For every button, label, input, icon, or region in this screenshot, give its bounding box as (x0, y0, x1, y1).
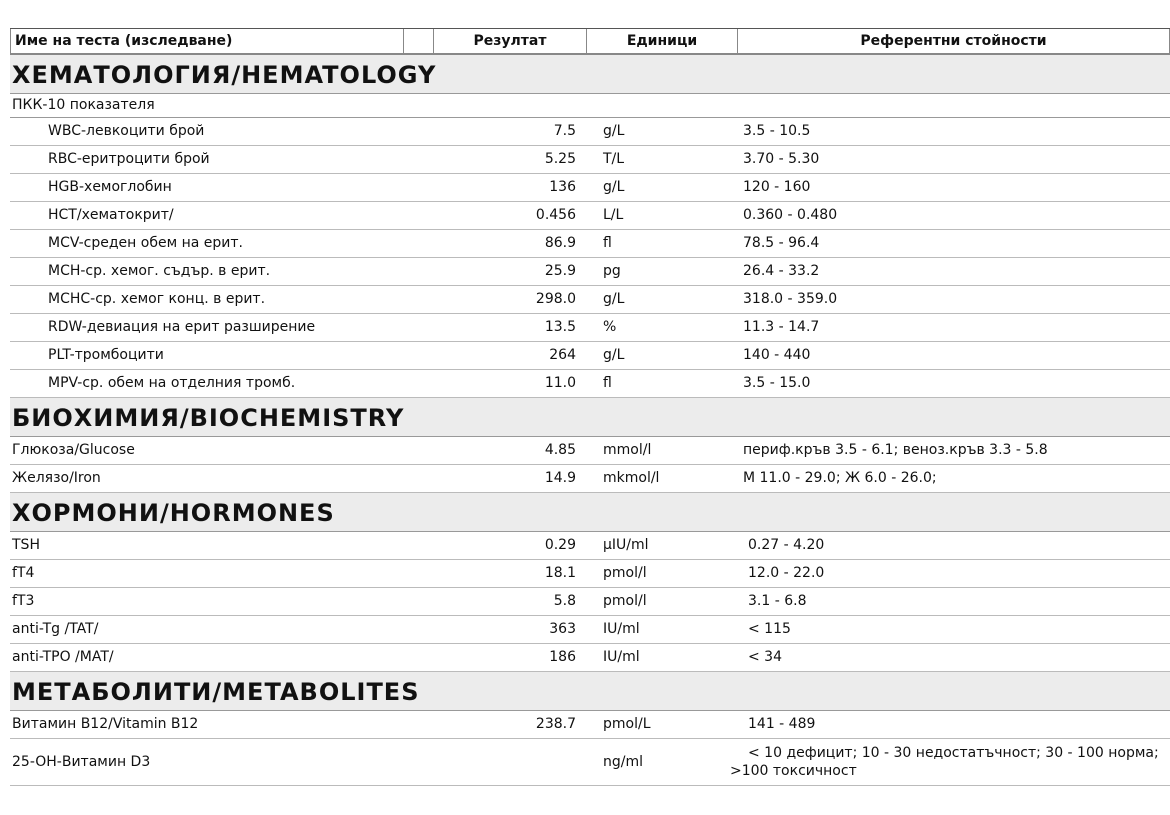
test-name: MCHC-ср. хемог конц. в ерит. (48, 291, 266, 307)
test-name: 25-OH-Витамин D3 (12, 754, 151, 770)
test-result: 5.25 (544, 151, 576, 167)
table-row (10, 230, 1170, 258)
table-row (10, 314, 1170, 342)
table-row (10, 616, 1170, 644)
test-name: MPV-ср. обем на отделния тромб. (48, 375, 296, 391)
test-reference: < 115 (748, 621, 791, 637)
test-unit: mmol/l (603, 442, 652, 458)
header-units: Единици (587, 29, 738, 53)
test-result: 238.7 (535, 716, 576, 732)
test-reference: < 10 дефицит; 10 - 30 недостатъчност; 30 - 100 норма; >100 токсичност (730, 745, 1159, 779)
test-result: 264 (549, 347, 576, 363)
test-unit: T/L (603, 151, 625, 167)
test-unit: µIU/ml (603, 537, 649, 553)
group-label-cbc: ПКК-10 показателя (10, 94, 1170, 118)
test-unit: fl (603, 375, 612, 391)
table-row (10, 465, 1170, 493)
test-unit: pmol/L (603, 716, 651, 732)
test-reference: 12.0 - 22.0 (748, 565, 825, 581)
table-row (10, 146, 1170, 174)
header-test-name: Име на теста (изследване) (10, 29, 404, 53)
test-reference: периф.кръв 3.5 - 6.1; веноз.кръв 3.3 - 5.8 (743, 442, 1048, 458)
test-unit: IU/ml (603, 621, 640, 637)
table-row (10, 739, 1170, 786)
test-reference: 3.70 - 5.30 (743, 151, 820, 167)
test-name: TSH (12, 537, 40, 553)
test-result: 0.29 (544, 537, 576, 553)
test-unit: pmol/l (603, 565, 647, 581)
table-row (10, 560, 1170, 588)
table-row (10, 370, 1170, 398)
test-unit: g/L (603, 347, 625, 363)
test-reference: 140 - 440 (743, 347, 811, 363)
test-unit: IU/ml (603, 649, 640, 665)
test-name: MCH-ср. хемог. съдър. в ерит. (48, 263, 271, 279)
section-hematology-title: ХЕМАТОЛОГИЯ/HEMATOLOGY (10, 55, 1170, 94)
table-row (10, 588, 1170, 616)
test-result: 136 (549, 179, 576, 195)
test-result: 14.9 (544, 470, 576, 486)
section-hormones-title: ХОРМОНИ/HORMONES (10, 493, 1170, 532)
test-reference: 3.5 - 15.0 (743, 375, 811, 391)
table-row (10, 644, 1170, 672)
test-result (434, 739, 576, 785)
table-row (10, 174, 1170, 202)
test-result: 7.5 (553, 123, 576, 139)
table-row (10, 532, 1170, 560)
test-reference: М 11.0 - 29.0; Ж 6.0 - 26.0; (743, 470, 937, 486)
table-header (10, 28, 1170, 55)
test-name: anti-Tg /TAT/ (12, 621, 99, 637)
table-row (10, 437, 1170, 465)
table-row (10, 711, 1170, 739)
test-reference: 120 - 160 (743, 179, 811, 195)
header-flag-column (403, 29, 434, 53)
test-reference: 318.0 - 359.0 (743, 291, 838, 307)
test-name: Желязо/Iron (12, 470, 101, 486)
test-reference: 11.3 - 14.7 (743, 319, 820, 335)
test-name: MCV-среден обем на ерит. (48, 235, 243, 251)
test-name: WBC-левкоцити брой (48, 123, 205, 139)
test-result: 11.0 (544, 375, 576, 391)
test-result: 363 (549, 621, 576, 637)
test-name: fT3 (12, 593, 35, 609)
test-reference: < 34 (748, 649, 782, 665)
test-name: RBC-еритроцити брой (48, 151, 210, 167)
test-reference: 141 - 489 (748, 716, 816, 732)
test-unit: pmol/l (603, 593, 647, 609)
test-unit: mkmol/l (603, 470, 660, 486)
test-name: HGB-хемоглобин (48, 179, 172, 195)
test-result: 18.1 (544, 565, 576, 581)
table-row (10, 118, 1170, 146)
test-reference: 78.5 - 96.4 (743, 235, 820, 251)
test-name: RDW-девиация на ерит разширение (48, 319, 316, 335)
test-name: Глюкоза/Glucose (12, 442, 135, 458)
test-result: 25.9 (544, 263, 576, 279)
section-biochemistry-title: БИОХИМИЯ/BIOCHEMISTRY (10, 398, 1170, 437)
test-result: 0.456 (535, 207, 576, 223)
table-row (10, 202, 1170, 230)
test-unit: ng/ml (603, 754, 644, 770)
test-name: PLT-тромбоцити (48, 347, 164, 363)
test-result: 13.5 (544, 319, 576, 335)
test-result: 4.85 (544, 442, 576, 458)
test-result: 86.9 (544, 235, 576, 251)
lab-report-table (10, 28, 1170, 786)
table-row (10, 342, 1170, 370)
test-reference: 26.4 - 33.2 (743, 263, 820, 279)
test-result: 5.8 (553, 593, 576, 609)
test-reference: 0.360 - 0.480 (743, 207, 838, 223)
test-result: 298.0 (535, 291, 576, 307)
section-metabolites-title: МЕТАБОЛИТИ/METABOLITES (10, 672, 1170, 711)
test-unit: g/L (603, 123, 625, 139)
test-unit: g/L (603, 291, 625, 307)
header-reference: Референтни стойности (738, 29, 1170, 53)
table-row (10, 286, 1170, 314)
test-unit: pg (603, 263, 621, 279)
test-reference: 3.1 - 6.8 (748, 593, 807, 609)
test-name: anti-TPO /MAT/ (12, 649, 114, 665)
test-name: fT4 (12, 565, 35, 581)
test-reference: 3.5 - 10.5 (743, 123, 811, 139)
header-result: Резултат (434, 29, 587, 53)
test-unit: % (603, 319, 617, 335)
test-name: HCT/хематокрит/ (48, 207, 174, 223)
test-result: 186 (549, 649, 576, 665)
test-name: Витамин B12/Vitamin B12 (12, 716, 199, 732)
test-unit: g/L (603, 179, 625, 195)
test-unit: fl (603, 235, 612, 251)
test-unit: L/L (603, 207, 624, 223)
test-reference: 0.27 - 4.20 (748, 537, 825, 553)
table-row (10, 258, 1170, 286)
